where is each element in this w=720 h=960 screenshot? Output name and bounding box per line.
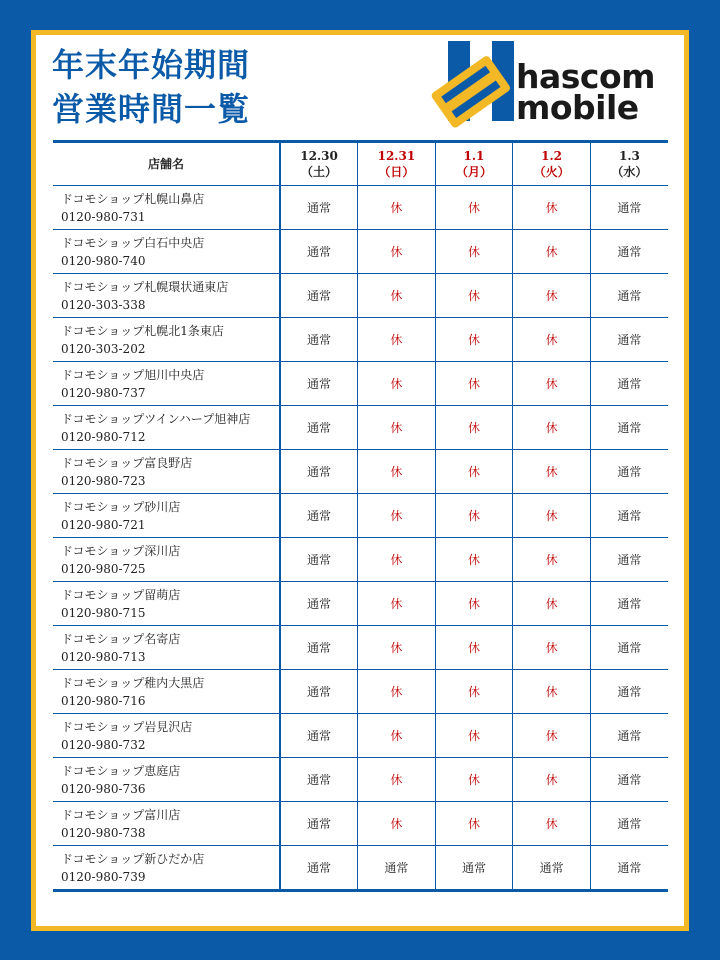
status-cell: 休 (513, 406, 591, 450)
store-name: ドコモショップ名寄店 (61, 631, 181, 646)
status-cell: 休 (358, 494, 436, 538)
status-cell: 通常 (280, 802, 358, 846)
status-cell: 休 (435, 582, 513, 626)
store-name: ドコモショップ岩見沢店 (61, 719, 193, 734)
store-cell (53, 406, 280, 450)
status-cell: 休 (513, 318, 591, 362)
title-line-2: 営業時間一覧 (52, 90, 251, 128)
table-row (53, 538, 668, 582)
status-cell: 休 (358, 582, 436, 626)
status-cell: 通常 (590, 494, 668, 538)
status-cell: 通常 (590, 802, 668, 846)
status-cell: 休 (358, 406, 436, 450)
status-cell: 休 (435, 318, 513, 362)
store-phone: 0120-980-723 (61, 473, 146, 488)
date-header: 12.30 （土） (280, 142, 358, 186)
status-cell: 休 (513, 626, 591, 670)
status-cell: 休 (358, 230, 436, 274)
store-phone: 0120-980-739 (61, 869, 146, 884)
status-cell: 通常 (590, 274, 668, 318)
status-cell: 休 (435, 758, 513, 802)
store-phone: 0120-980-736 (61, 781, 146, 796)
store-name: ドコモショップ札幌山鼻店 (61, 191, 205, 206)
status-cell: 休 (513, 758, 591, 802)
store-cell (53, 626, 280, 670)
store-name: ドコモショップ新ひだか店 (61, 851, 205, 866)
status-cell: 休 (358, 758, 436, 802)
status-cell: 通常 (358, 846, 436, 891)
table-row (53, 846, 668, 891)
status-cell: 休 (513, 538, 591, 582)
logo-word-hascom: hascom (516, 57, 656, 96)
table-row (53, 670, 668, 714)
store-name: ドコモショップ砂川店 (61, 499, 181, 514)
status-cell: 休 (358, 538, 436, 582)
table-row (53, 274, 668, 318)
status-cell: 通常 (280, 582, 358, 626)
status-cell: 休 (513, 714, 591, 758)
table-row (53, 714, 668, 758)
store-cell (53, 538, 280, 582)
date-header: 1.1 （月） (435, 142, 513, 186)
status-cell: 休 (435, 230, 513, 274)
store-name: ドコモショップ白石中央店 (61, 235, 205, 250)
status-cell: 休 (435, 406, 513, 450)
table-row (53, 758, 668, 802)
status-cell: 休 (513, 802, 591, 846)
store-phone: 0120-980-737 (61, 385, 146, 400)
status-cell: 通常 (280, 274, 358, 318)
status-cell: 通常 (280, 230, 358, 274)
store-name: ドコモショップ留萌店 (61, 587, 181, 602)
store-phone: 0120-980-731 (61, 209, 146, 224)
store-cell (53, 846, 280, 891)
title-line-1: 年末年始期間 (52, 46, 251, 84)
store-name: ドコモショップ恵庭店 (61, 763, 181, 778)
store-name: ドコモショップツインハープ旭神店 (61, 411, 251, 426)
status-cell: 通常 (590, 230, 668, 274)
status-cell: 通常 (280, 714, 358, 758)
status-cell: 休 (435, 802, 513, 846)
holiday-hours-table (53, 140, 668, 892)
status-cell: 通常 (280, 186, 358, 230)
store-phone: 0120-980-715 (61, 605, 146, 620)
status-cell: 通常 (280, 406, 358, 450)
status-cell: 休 (435, 538, 513, 582)
store-name: ドコモショップ札幌環状通東店 (61, 279, 229, 294)
store-phone: 0120-980-712 (61, 429, 146, 444)
store-phone: 0120-980-738 (61, 825, 146, 840)
status-cell: 通常 (590, 186, 668, 230)
store-cell (53, 670, 280, 714)
status-cell: 休 (513, 670, 591, 714)
store-phone: 0120-980-713 (61, 649, 146, 664)
store-cell (53, 802, 280, 846)
status-cell: 通常 (280, 626, 358, 670)
status-cell: 通常 (590, 450, 668, 494)
status-cell: 通常 (280, 670, 358, 714)
store-cell (53, 186, 280, 230)
store-cell (53, 362, 280, 406)
store-name: ドコモショップ稚内大黒店 (61, 675, 205, 690)
hascom-logo-mark-icon (424, 39, 524, 129)
status-cell: 休 (358, 186, 436, 230)
status-cell: 通常 (280, 758, 358, 802)
status-cell: 通常 (590, 846, 668, 891)
status-cell: 休 (513, 494, 591, 538)
status-cell: 通常 (280, 846, 358, 891)
store-phone: 0120-303-338 (61, 297, 146, 312)
status-cell: 休 (513, 274, 591, 318)
store-name: ドコモショップ富良野店 (61, 455, 193, 470)
date-header: 1.3 （水） (590, 142, 668, 186)
status-cell: 休 (513, 230, 591, 274)
table-row (53, 186, 668, 230)
notice-sheet (36, 35, 684, 926)
store-name: ドコモショップ旭川中央店 (61, 367, 205, 382)
status-cell: 休 (358, 670, 436, 714)
store-name: ドコモショップ深川店 (61, 543, 181, 558)
store-phone: 0120-980-725 (61, 561, 146, 576)
store-name-header: 店舗名 (53, 142, 280, 186)
status-cell: 通常 (280, 362, 358, 406)
store-phone: 0120-303-202 (61, 341, 146, 356)
status-cell: 通常 (590, 582, 668, 626)
store-cell (53, 274, 280, 318)
status-cell: 通常 (280, 450, 358, 494)
store-cell (53, 494, 280, 538)
status-cell: 通常 (513, 846, 591, 891)
status-cell: 通常 (435, 846, 513, 891)
store-name: ドコモショップ富川店 (61, 807, 181, 822)
status-cell: 休 (358, 714, 436, 758)
store-phone: 0120-980-721 (61, 517, 146, 532)
table-row (53, 626, 668, 670)
store-phone: 0120-980-732 (61, 737, 146, 752)
status-cell: 休 (435, 362, 513, 406)
status-cell: 通常 (590, 626, 668, 670)
table-row (53, 494, 668, 538)
table-row (53, 802, 668, 846)
store-phone: 0120-980-740 (61, 253, 146, 268)
status-cell: 通常 (590, 670, 668, 714)
status-cell: 通常 (280, 538, 358, 582)
status-cell: 休 (358, 802, 436, 846)
date-header: 1.2 （火） (513, 142, 591, 186)
status-cell: 休 (435, 626, 513, 670)
store-name: ドコモショップ札幌北1条東店 (61, 323, 224, 338)
logo-word-mobile: mobile (516, 88, 639, 127)
status-cell: 通常 (590, 362, 668, 406)
table-header-row (53, 142, 668, 186)
store-cell (53, 758, 280, 802)
status-cell: 休 (358, 274, 436, 318)
status-cell: 休 (513, 450, 591, 494)
table-row (53, 450, 668, 494)
status-cell: 休 (513, 362, 591, 406)
status-cell: 休 (435, 494, 513, 538)
status-cell: 通常 (590, 538, 668, 582)
status-cell: 通常 (590, 318, 668, 362)
store-cell (53, 714, 280, 758)
status-cell: 休 (358, 450, 436, 494)
table-row (53, 406, 668, 450)
status-cell: 休 (435, 186, 513, 230)
table-row (53, 230, 668, 274)
status-cell: 休 (435, 274, 513, 318)
status-cell: 休 (513, 582, 591, 626)
table-row (53, 582, 668, 626)
store-cell (53, 450, 280, 494)
status-cell: 休 (513, 186, 591, 230)
store-cell (53, 318, 280, 362)
status-cell: 通常 (280, 494, 358, 538)
hascom-mobile-logo (424, 39, 674, 129)
status-cell: 通常 (590, 714, 668, 758)
page-title (52, 43, 250, 131)
status-cell: 休 (358, 362, 436, 406)
status-cell: 休 (435, 450, 513, 494)
status-cell: 休 (358, 318, 436, 362)
status-cell: 休 (435, 670, 513, 714)
status-cell: 通常 (590, 406, 668, 450)
store-cell (53, 230, 280, 274)
date-header: 12.31 （日） (358, 142, 436, 186)
status-cell: 通常 (590, 758, 668, 802)
table-row (53, 318, 668, 362)
status-cell: 休 (358, 626, 436, 670)
status-cell: 休 (435, 714, 513, 758)
store-cell (53, 582, 280, 626)
table-row (53, 362, 668, 406)
store-phone: 0120-980-716 (61, 693, 146, 708)
status-cell: 通常 (280, 318, 358, 362)
